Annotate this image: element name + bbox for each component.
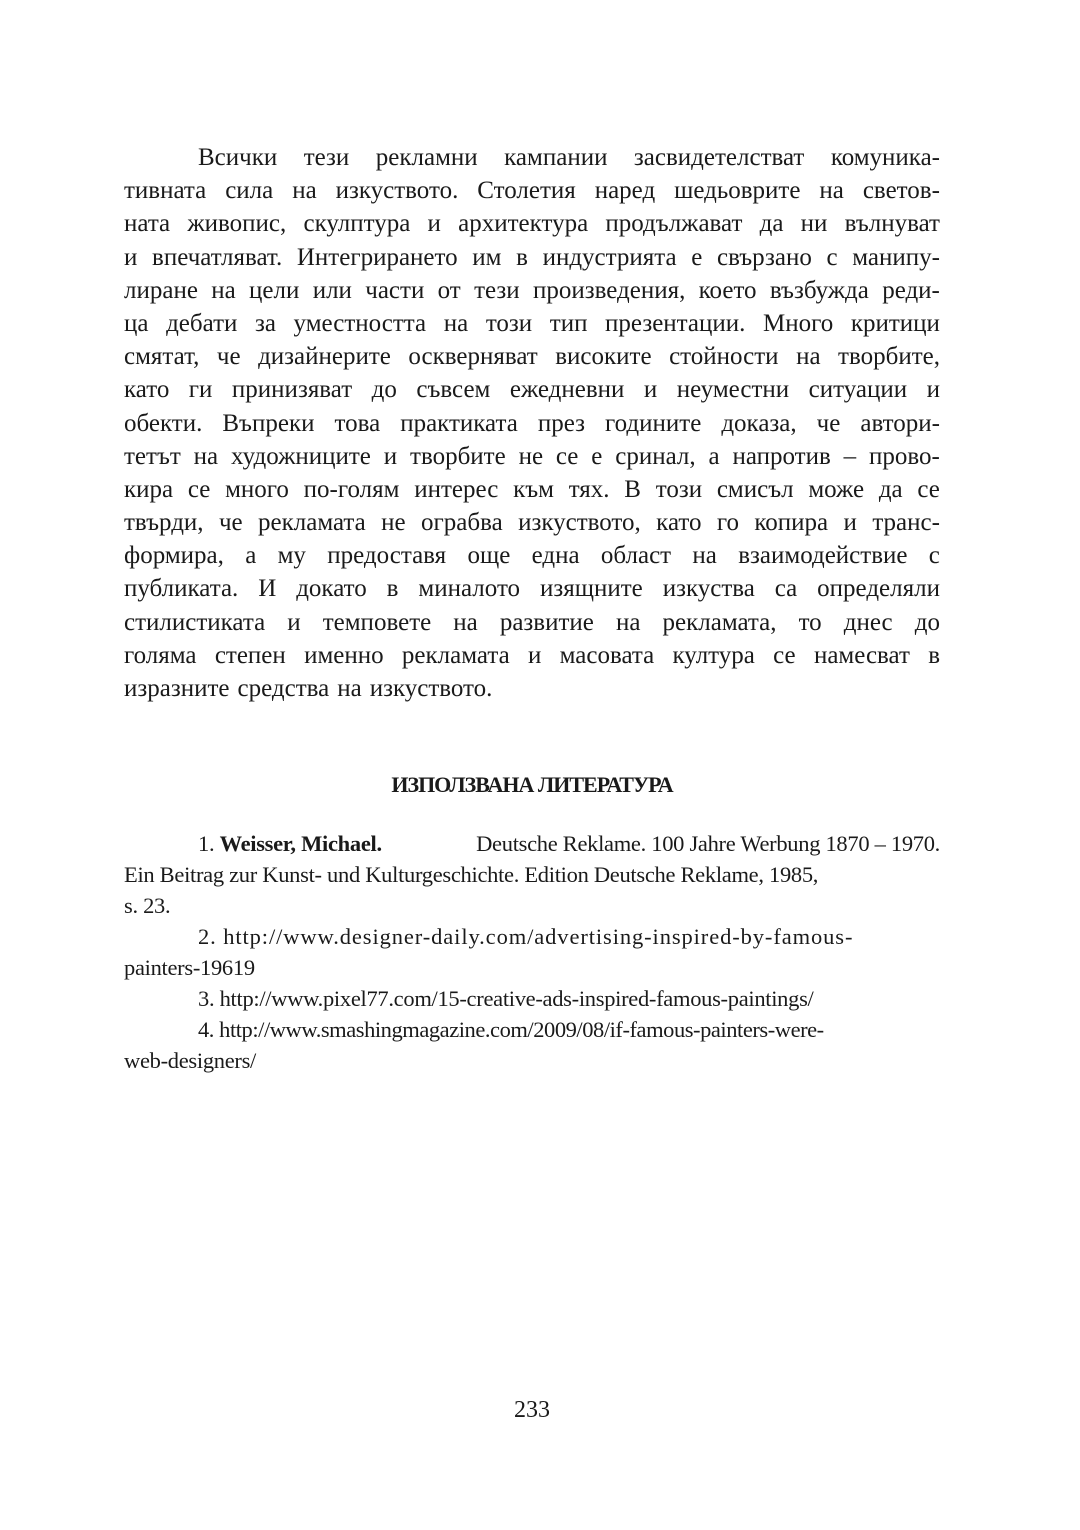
reference-item-2-link[interactable]: 2. http://www.designer-daily.com/advertising-inspired-by-famous- <box>198 924 854 949</box>
paragraph-word: голяма <box>124 641 197 669</box>
paragraph-word: и <box>643 376 658 404</box>
paragraph-word: по-голям <box>303 475 400 503</box>
paragraph-line <box>124 141 940 174</box>
paragraph-word: ни <box>800 210 828 238</box>
paragraph-word: този <box>655 475 703 503</box>
reference-1-line-3: s. 23. <box>124 893 171 918</box>
paragraph-word: на <box>211 276 236 304</box>
paragraph-word: части <box>365 276 425 304</box>
paragraph-line <box>124 440 940 473</box>
paragraph-word: дизайнерите <box>258 343 391 371</box>
reference-item-1 <box>124 828 940 859</box>
paragraph-word: творбите <box>410 442 506 470</box>
paragraph-word: сринал, <box>615 442 696 470</box>
paragraph-word: свързано <box>716 243 812 271</box>
paragraph-word: комуника- <box>830 144 940 171</box>
paragraph-word: дебати <box>166 309 238 337</box>
paragraph-word: го <box>716 509 740 537</box>
paragraph-word: са <box>774 575 798 603</box>
paragraph-word: тетът <box>124 442 181 470</box>
paragraph-word: архитектура <box>458 210 589 238</box>
paragraph-word: обекти. <box>124 409 203 437</box>
paragraph-word: презентации. <box>605 309 746 337</box>
paragraph-word: в <box>516 243 528 271</box>
paragraph-word: което <box>698 276 757 304</box>
paragraph-word: рекламата, <box>662 608 777 636</box>
paragraph-word: и <box>427 210 441 238</box>
paragraph-word: изкуството. <box>335 177 459 205</box>
paragraph-word: и <box>124 243 138 271</box>
reference-1-line-2: Ein Beitrag zur Kunst- und Kulturgeschichte. Edition Deutsche Reklame, 1985, <box>124 862 819 887</box>
paragraph-word: напротив <box>732 442 831 470</box>
paragraph-word: засвидетелстват <box>633 144 805 171</box>
paragraph-word: цели <box>249 276 300 304</box>
paragraph-word: и <box>383 442 398 470</box>
paragraph-word: реди- <box>882 276 940 304</box>
paragraph-word: кампании <box>504 144 608 171</box>
paragraph-word: днес <box>843 608 893 636</box>
paragraph-word: индустрията <box>542 243 677 271</box>
paragraph-word: манипу- <box>852 243 940 271</box>
paragraph-word: ната <box>124 210 171 238</box>
paragraph-word: и <box>843 509 857 537</box>
paragraph-word: копира <box>754 509 829 537</box>
paragraph-word: В <box>624 475 641 503</box>
paragraph-word: предоставя <box>327 542 447 570</box>
paragraph-word: е <box>691 243 703 271</box>
paragraph-word: с <box>928 542 940 570</box>
paragraph-word: през <box>537 409 585 437</box>
paragraph-word: ца <box>124 309 149 337</box>
paragraph-word: уместността <box>293 309 427 337</box>
paragraph-word: транс- <box>872 509 940 537</box>
paragraph-word: степен <box>214 641 286 669</box>
paragraph-word: една <box>531 542 580 570</box>
paragraph-word: много <box>225 475 289 503</box>
paragraph-word: в <box>386 575 399 603</box>
paragraph-word: а <box>708 442 720 470</box>
paragraph-word: област <box>600 542 672 570</box>
reference-1-number: 1. <box>198 831 215 856</box>
paragraph-word: им <box>472 243 502 271</box>
paragraph-word: тези <box>303 144 350 171</box>
paragraph-line <box>124 241 940 274</box>
paragraph-line <box>124 407 940 440</box>
paragraph-word: на <box>443 309 469 337</box>
paragraph-word: че <box>218 509 243 537</box>
paragraph-word: ограбва <box>421 509 503 537</box>
paragraph-word: или <box>312 276 352 304</box>
paragraph-word: Столетия <box>477 177 576 205</box>
paragraph-line <box>124 307 940 340</box>
paragraph-word: тези <box>474 276 520 304</box>
paragraph-word: развитие <box>499 608 594 636</box>
paragraph-word: му <box>277 542 306 570</box>
paragraph-word: впечатляват. <box>152 243 283 271</box>
paragraph-word: и <box>926 376 940 404</box>
paragraph-line <box>124 274 940 307</box>
paragraph-word: критици <box>850 309 940 337</box>
paragraph-word: е <box>591 442 603 470</box>
paragraph-word: като <box>656 509 702 537</box>
paragraph-word: Въпреки <box>222 409 315 437</box>
paragraph-word: изразните <box>124 675 230 702</box>
paragraph-word: рекламата <box>401 641 510 669</box>
paragraph-word: не <box>518 442 544 470</box>
paragraph-word: рекламни <box>375 144 478 171</box>
paragraph-line <box>124 207 940 240</box>
paragraph-word: съвсем <box>416 376 491 404</box>
paragraph-word: а <box>245 542 257 570</box>
paragraph-word: до <box>371 376 397 404</box>
paragraph-word: тип <box>549 309 588 337</box>
paragraph-word: масовата <box>559 641 655 669</box>
paragraph-word: още <box>467 542 511 570</box>
paragraph-word: ги <box>188 376 213 404</box>
paragraph-word: неуместни <box>676 376 790 404</box>
paragraph-word: – <box>843 442 857 470</box>
paragraph-word: живопис, <box>187 210 287 238</box>
paragraph-word: до <box>914 608 940 636</box>
paragraph-word: изкуства <box>662 575 755 603</box>
paragraph-word: на <box>193 442 219 470</box>
paragraph-word: Интегрирането <box>296 243 458 271</box>
paragraph-word: този <box>485 309 533 337</box>
paragraph-word: да <box>759 210 784 238</box>
paragraph-line <box>124 672 940 705</box>
paragraph-word: публиката. <box>124 575 239 603</box>
paragraph-word: намесват <box>813 641 910 669</box>
paragraph-line <box>124 606 940 639</box>
paragraph-word: тивната <box>124 177 207 205</box>
paragraph-word: Всички <box>198 144 278 171</box>
paragraph-word: с <box>826 243 838 271</box>
paragraph-word: смятат, <box>124 343 200 371</box>
reference-item-3-link[interactable]: 3. http://www.pixel77.com/15-creative-ads-inspired-famous-paintings/ <box>198 986 814 1011</box>
paragraph-word: скулптура <box>303 210 411 238</box>
paragraph-word: художниците <box>231 442 371 470</box>
paragraph-word: смисъл <box>716 475 794 503</box>
paragraph-word: изкуството, <box>518 509 641 537</box>
paragraph-word: оскверняват <box>408 343 538 371</box>
paragraph-word: това <box>334 409 381 437</box>
paragraph-word: към <box>513 475 554 503</box>
paragraph-line <box>124 539 940 572</box>
paragraph-word: че <box>216 343 241 371</box>
paragraph-word: рекламата <box>258 509 366 537</box>
paragraph-line <box>124 639 940 672</box>
paragraph-word: именно <box>304 641 384 669</box>
paragraph-word: на <box>796 343 821 371</box>
paragraph-word: на <box>453 608 478 636</box>
paragraph-word: докато <box>296 575 367 603</box>
page-number: 233 <box>514 1397 550 1423</box>
reference-2-line-2[interactable]: painters-19619 <box>124 955 255 980</box>
paragraph-word: ситуации <box>808 376 908 404</box>
paragraph-word: средства <box>237 675 330 702</box>
body-paragraph <box>124 141 940 705</box>
paragraph-word: прово- <box>869 442 940 470</box>
reference-4-line-2[interactable]: web-designers/ <box>124 1048 257 1073</box>
paragraph-word: миналото <box>418 575 521 603</box>
references-heading: ИЗПОЛЗВАНА ЛИТЕРАТУРА <box>391 772 673 797</box>
paragraph-word: лиране <box>124 276 198 304</box>
reference-1-author: Weisser, Michael. <box>219 831 382 856</box>
paragraph-word: се <box>187 475 211 503</box>
paragraph-word: годините <box>605 409 702 437</box>
paragraph-word: твърди, <box>124 509 204 537</box>
paragraph-word: сила <box>225 177 274 205</box>
paragraph-word: практиката <box>400 409 518 437</box>
paragraph-word: темповете <box>322 608 432 636</box>
paragraph-word: И <box>258 575 277 603</box>
paragraph-word: се <box>773 641 796 669</box>
paragraph-word: изкуството. <box>369 675 493 702</box>
paragraph-word: определяли <box>817 575 940 603</box>
paragraph-word: на <box>337 675 362 702</box>
paragraph-line <box>124 340 940 373</box>
paragraph-word: култура <box>672 641 755 669</box>
paragraph-word: изящните <box>539 575 643 603</box>
paragraph-line <box>124 506 940 539</box>
paragraph-word: произведения, <box>532 276 686 304</box>
paragraph-word: високите <box>555 343 652 371</box>
paragraph-word: от <box>437 276 461 304</box>
paragraph-word: продължават <box>605 210 743 238</box>
paragraph-line <box>124 373 940 406</box>
paragraph-word: на <box>615 608 641 636</box>
paragraph-word: шедьоврите <box>674 177 801 205</box>
paragraph-word: творбите, <box>838 343 940 371</box>
paragraph-word: и <box>527 641 542 669</box>
paragraph-word: се <box>917 475 940 503</box>
paragraph-word: че <box>816 409 841 437</box>
paragraph-word: не <box>381 509 406 537</box>
paragraph-word: в <box>928 641 940 669</box>
paragraph-word: на <box>692 542 717 570</box>
paragraph-word: доказа, <box>721 409 797 437</box>
paragraph-word: и <box>287 608 301 636</box>
paragraph-word: формира, <box>124 542 224 570</box>
paragraph-word: интерес <box>414 475 499 503</box>
paragraph-word: тях. <box>568 475 610 503</box>
reference-1-start <box>198 828 382 859</box>
paragraph-word: да <box>878 475 903 503</box>
paragraph-word: като <box>124 376 170 404</box>
paragraph-word: може <box>808 475 865 503</box>
paragraph-word: Много <box>763 309 834 337</box>
paragraph-word: взаимодействие <box>738 542 908 570</box>
paragraph-word: вълнуват <box>844 210 940 238</box>
paragraph-word: принизяват <box>231 376 353 404</box>
paragraph-word: стилистиката <box>124 608 266 636</box>
paragraph-word: наред <box>594 177 656 205</box>
paragraph-word: за <box>254 309 276 337</box>
paragraph-word: възбужда <box>769 276 869 304</box>
reference-1-title: Deutsche Reklame. 100 Jahre Werbung 1870 – 1970. <box>476 831 940 856</box>
paragraph-word: на <box>819 177 844 205</box>
paragraph-line <box>124 473 940 506</box>
reference-list <box>124 828 940 1076</box>
paragraph-word: светов- <box>862 177 940 205</box>
paragraph-word: то <box>798 608 822 636</box>
paragraph-word: ежедневни <box>509 376 625 404</box>
paragraph-word: на <box>292 177 317 205</box>
paragraph-word: се <box>555 442 579 470</box>
paragraph-line <box>124 572 940 605</box>
paragraph-word: стойности <box>669 343 779 371</box>
paragraph-word: кира <box>124 475 174 503</box>
reference-item-4-link[interactable]: 4. http://www.smashingmagazine.com/2009/08/if-famous-painters-were- <box>198 1017 824 1042</box>
paragraph-word: автори- <box>860 409 940 437</box>
paragraph-line <box>124 174 940 207</box>
